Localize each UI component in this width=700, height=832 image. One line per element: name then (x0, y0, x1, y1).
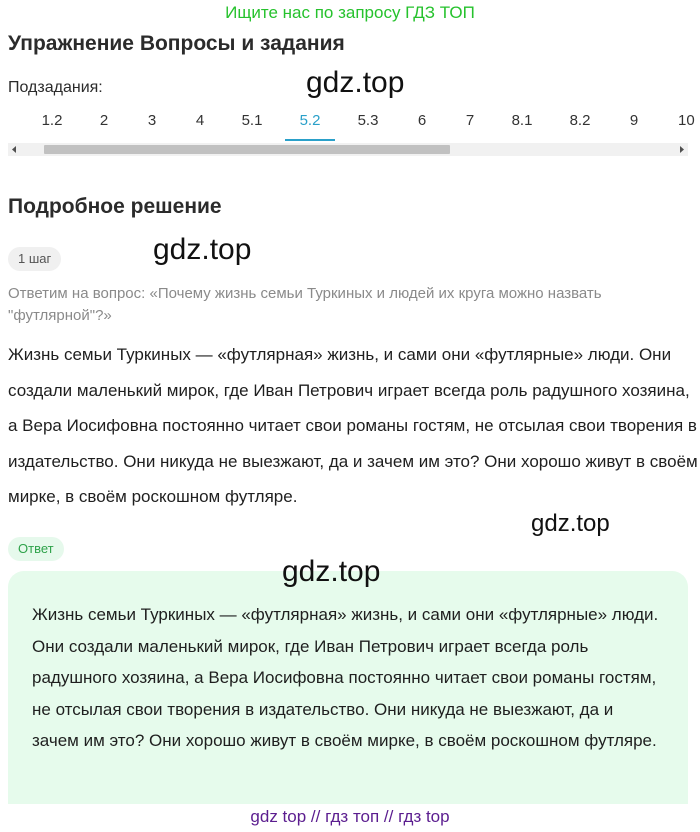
tab-2[interactable]: 2 (99, 112, 109, 129)
tab-5-2[interactable]: 5.2 (285, 111, 335, 141)
scroll-left-icon[interactable] (8, 143, 20, 156)
exercise-title: Упражнение Вопросы и задания (8, 32, 345, 55)
tab-4[interactable]: 4 (195, 112, 205, 129)
answer-box (8, 571, 688, 804)
tab-6[interactable]: 6 (417, 112, 427, 129)
tab-8-2[interactable]: 8.2 (569, 112, 591, 129)
scroll-right-icon[interactable] (676, 143, 688, 156)
tab-3[interactable]: 3 (147, 112, 157, 129)
search-hint-banner: Ищите нас по запросу ГДЗ ТОП (225, 3, 475, 22)
tab-9[interactable]: 9 (629, 112, 639, 129)
solution-heading: Подробное решение (8, 195, 222, 218)
tab-1-2[interactable]: 1.2 (41, 112, 63, 129)
tab-10[interactable]: 10 (678, 112, 695, 129)
question-text: Ответим на вопрос: «Почему жизнь семьи Туркиных и людей их круга можно назвать "футлярной"?» (8, 285, 602, 324)
solution-text: Жизнь семьи Туркиных — «футлярная» жизнь, и сами они «футлярные» люди. Они создали маленький мирок, где Иван Петрович играет всегда роль радушного хозяина, а Вера Иосифовна постоянно читает свои романы гостям, не отсылая свои творения в издательство. Они никуда не выезжают, да и зачем им это? Они хорошо живут в своём мирке, в своём роскошном футляре. (8, 345, 698, 506)
watermark: gdz.top (306, 66, 405, 99)
answer-badge: Ответ (8, 537, 64, 561)
subtask-tabs (0, 111, 700, 141)
answer-text: Жизнь семьи Туркиных — «футлярная» жизнь, и сами они «футлярные» люди. Они создали маленький мирок, где Иван Петрович играет всегда роль радушного хозяина, а Вера Иосифовна постоянно читает свои романы гостям, не отсылая свои творения в издательство. Они никуда не выезжают, да и зачем им это? Они хорошо живут в своём мирке, в своём роскошном футляре. (32, 605, 659, 750)
subtasks-label: Подзадания: (8, 79, 103, 96)
tab-5-1[interactable]: 5.1 (241, 112, 263, 129)
tab-7[interactable]: 7 (465, 112, 475, 129)
watermark: gdz.top (531, 510, 610, 537)
footer-watermark: gdz top // гдз топ // гдз top (250, 807, 450, 826)
step-badge: 1 шаг (8, 247, 61, 271)
watermark: gdz.top (282, 555, 381, 588)
scrollbar-thumb[interactable] (44, 145, 450, 154)
tab-8-1[interactable]: 8.1 (511, 112, 533, 129)
tabs-scrollbar[interactable] (8, 143, 688, 156)
tab-5-3[interactable]: 5.3 (357, 112, 379, 129)
watermark: gdz.top (153, 233, 252, 266)
